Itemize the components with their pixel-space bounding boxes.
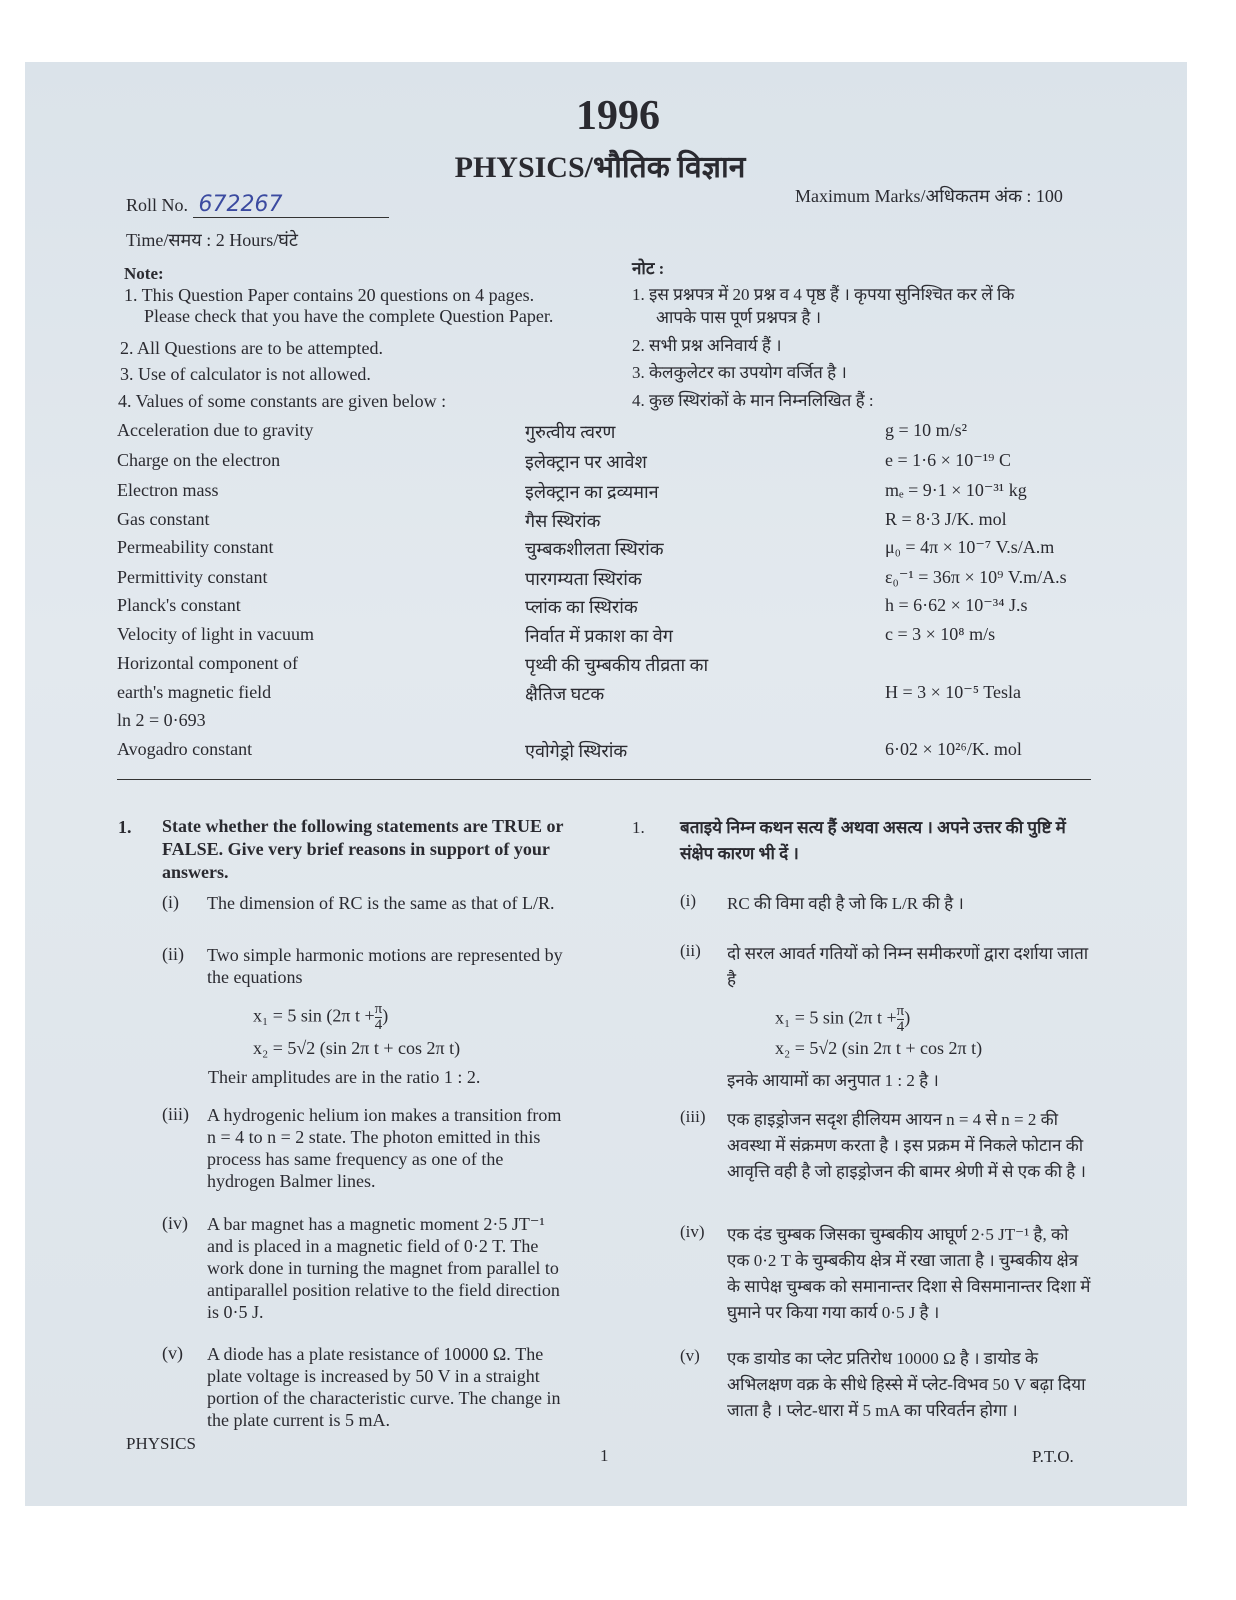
constant-name: Avogadro constant — [117, 739, 253, 759]
sub-question-number: (ii) — [162, 944, 184, 964]
subject-title: PHYSICS/भौतिक विज्ञान — [454, 151, 746, 184]
constant-value: ε₀⁻¹ = 36π × 10⁹ V.m/A.s — [885, 567, 1067, 587]
sub-question: A bar magnet has a magnetic moment 2·5 JT⁻¹ and is placed in a magnetic field of 0·2 T. The work done in turning the magnet from parallel to antiparallel position relative to the field direction is 0·5 J. — [207, 1214, 560, 1322]
constant-value: c = 3 × 10⁸ m/s — [885, 624, 996, 644]
constant-value: R = 8·3 J/K. mol — [885, 509, 1007, 529]
constant-value: h = 6·62 × 10⁻³⁴ J.s — [885, 595, 1028, 615]
sub-question-number: (iv) — [162, 1213, 188, 1233]
roll-value: 672267 — [193, 192, 389, 218]
sub-question-number: (i) — [162, 892, 179, 912]
note-title-hi: नोट : — [632, 259, 665, 278]
question-stem-hi: बताइये निम्न कथन सत्य हैं अथवा असत्य । अपने उत्तर की पुष्टि में संक्षेप कारण भी दें । — [680, 818, 1066, 863]
constant-name-hi: क्षैतिज घटक — [525, 684, 605, 704]
constant-name: Permittivity constant — [117, 567, 268, 587]
equation-1: x₁ = 5 sin (2π t + $\frac{\pi}{4}$ ) — [253, 1001, 389, 1033]
constant-name: Horizontal component of — [117, 653, 298, 673]
note-item: Please check that you have the complete Question Paper. — [144, 306, 554, 326]
ratio-statement: Their amplitudes are in the ratio 1 : 2. — [208, 1067, 481, 1087]
constant-name: Velocity of light in vacuum — [117, 624, 314, 644]
sub-question-hi-number: (ii) — [680, 941, 701, 960]
ratio-statement-hi: इनके आयामों का अनुपात 1 : 2 है । — [727, 1071, 939, 1090]
constant-value: 6·02 × 10²⁶/K. mol — [885, 739, 1022, 759]
equation-1-hi: x₁ = 5 sin (2π t + $\frac{\pi}{4}$ ) — [775, 1003, 911, 1035]
time-allowed: Time/समय : 2 Hours/घंटे — [126, 230, 298, 250]
constant-name: Electron mass — [117, 480, 219, 500]
pto-label: P.T.O. — [1032, 1447, 1074, 1466]
equation-2: x₂ = 5√2 (sin 2π t + cos 2π t) — [253, 1038, 461, 1058]
fraction: $\frac{\pi}{4}$ — [374, 1001, 383, 1033]
sub-question-hi-number: (v) — [680, 1346, 700, 1365]
constant-name-hi: पृथ्वी की चुम्बकीय तीव्रता का — [525, 655, 709, 675]
sub-question-hi: RC की विमा वही है जो कि L/R की है । — [727, 894, 964, 913]
question-stem: State whether the following statements are TRUE or FALSE. Give very brief reasons in support of your answers. — [162, 816, 564, 882]
sub-question-hi-number: (i) — [680, 891, 697, 910]
sub-question-hi: एक हाइड्रोजन सदृश हीलियम आयन n = 4 से n = 2 की अवस्था में संक्रमण करता है । इस प्रक्रम में निकले फोटान की आवृत्ति वही है जो हाइड्रोजन की बामर श्रेणी में से एक की है । — [727, 1110, 1086, 1181]
note-item: 4. Values of some constants are given below : — [118, 391, 447, 411]
constant-value: μ₀ = 4π × 10⁻⁷ V.s/A.m — [885, 537, 1055, 557]
sub-question: Two simple harmonic motions are represented by the equations — [207, 945, 563, 987]
constant-name-hi: इलेक्ट्रान पर आवेश — [525, 452, 647, 472]
constant-name-hi: गुरुत्वीय त्वरण — [525, 422, 616, 442]
equation-2-hi: x₂ = 5√2 (sin 2π t + cos 2π t) — [775, 1038, 983, 1058]
constant-value: mₑ = 9·1 × 10⁻³¹ kg — [885, 480, 1027, 500]
sub-question-hi-number: (iii) — [680, 1107, 706, 1126]
constant-value: H = 3 × 10⁻⁵ Tesla — [885, 682, 1021, 702]
sub-question-hi: दो सरल आवर्त गतियों को निम्न समीकरणों द्वारा दर्शाया जाता है — [727, 944, 1089, 989]
constant-name-hi: एवोगेड्रो स्थिरांक — [525, 741, 628, 761]
divider — [117, 779, 1091, 780]
constant-name: Acceleration due to gravity — [117, 420, 314, 440]
sub-question-hi-number: (iv) — [680, 1222, 705, 1241]
note-item: 1. This Question Paper contains 20 questions on 4 pages. — [124, 285, 535, 305]
page-number: 1 — [600, 1446, 609, 1465]
constant-name-hi: इलेक्ट्रान का द्रव्यमान — [525, 482, 659, 502]
question-number-hi: 1. — [632, 818, 645, 837]
constant-name-hi: पारगम्यता स्थिरांक — [525, 569, 642, 589]
constant-value: e = 1·6 × 10⁻¹⁹ C — [885, 450, 1011, 470]
note-item-hi: 3. केलकुलेटर का उपयोग वर्जित है । — [632, 363, 847, 382]
sub-question: A hydrogenic helium ion makes a transition from n = 4 to n = 2 state. The photon emitted in this process has same frequency as one of the hydrogen Balmer lines. — [207, 1105, 562, 1191]
note-item: 2. All Questions are to be attempted. — [120, 338, 383, 358]
constant-name: Permeability constant — [117, 537, 274, 557]
roll-label: Roll No. — [126, 195, 189, 215]
constant-name: Planck's constant — [117, 595, 241, 615]
footer-subject: PHYSICS — [126, 1434, 196, 1453]
note-item: 3. Use of calculator is not allowed. — [120, 364, 371, 384]
constant-name-hi: चुम्बकशीलता स्थिरांक — [525, 539, 664, 559]
note-item-hi: आपके पास पूर्ण प्रश्नपत्र है । — [656, 308, 822, 327]
constant-name: ln 2 = 0·693 — [117, 710, 206, 730]
fraction: $\frac{\pi}{4}$ — [896, 1003, 905, 1035]
constant-value: g = 10 m/s² — [885, 420, 968, 440]
sub-question-hi: एक दंड चुम्बक जिसका चुम्बकीय आघूर्ण 2·5 JT⁻¹ है, को एक 0·2 T के चुम्बकीय क्षेत्र में रखा जाता है । चुम्बकीय क्षेत्र के सापेक्ष चुम्बक को समानान्तर दिशा से विसमानान्तर दिशा में घुमाने पर किया गया कार्य 0·5 J है । — [727, 1225, 1091, 1322]
constant-name-hi: निर्वात में प्रकाश का वेग — [525, 626, 673, 646]
constant-name: earth's magnetic field — [117, 682, 272, 702]
note-item-hi: 4. कुछ स्थिरांकों के मान निम्नलिखित हैं : — [632, 391, 874, 410]
note-title-en: Note: — [124, 264, 164, 283]
note-item-hi: 1. इस प्रश्नपत्र में 20 प्रश्न व 4 पृष्ठ हैं । कृपया सुनिश्चित कर लें कि — [632, 285, 1015, 304]
sub-question-hi: एक डायोड का प्लेट प्रतिरोध 10000 Ω है । डायोड के अभिलक्षण वक्र के सीधे हिस्से में प्लेट-विभव 50 V बढ़ा दिया जाता है । प्लेट-धारा में 5 mA का परिवर्तन होगा । — [727, 1349, 1086, 1420]
sub-question: The dimension of RC is the same as that of L/R. — [207, 893, 555, 913]
constant-name: Charge on the electron — [117, 450, 281, 470]
exam-year: 1996 — [576, 93, 660, 139]
constant-name: Gas constant — [117, 509, 210, 529]
max-marks: Maximum Marks/अधिकतम अंक : 100 — [795, 186, 1063, 206]
question-number: 1. — [118, 817, 132, 837]
constant-name-hi: प्लांक का स्थिरांक — [525, 597, 638, 617]
note-item-hi: 2. सभी प्रश्न अनिवार्य हैं । — [632, 336, 782, 355]
sub-question-number: (iii) — [162, 1104, 189, 1124]
sub-question-number: (v) — [162, 1343, 183, 1363]
sub-question: A diode has a plate resistance of 10000 Ω. The plate voltage is increased by 50 V in a straight portion of the characteristic curve. The change in the plate current is 5 mA. — [207, 1344, 561, 1430]
roll-number — [126, 192, 389, 218]
constant-name-hi: गैस स्थिरांक — [525, 511, 601, 531]
